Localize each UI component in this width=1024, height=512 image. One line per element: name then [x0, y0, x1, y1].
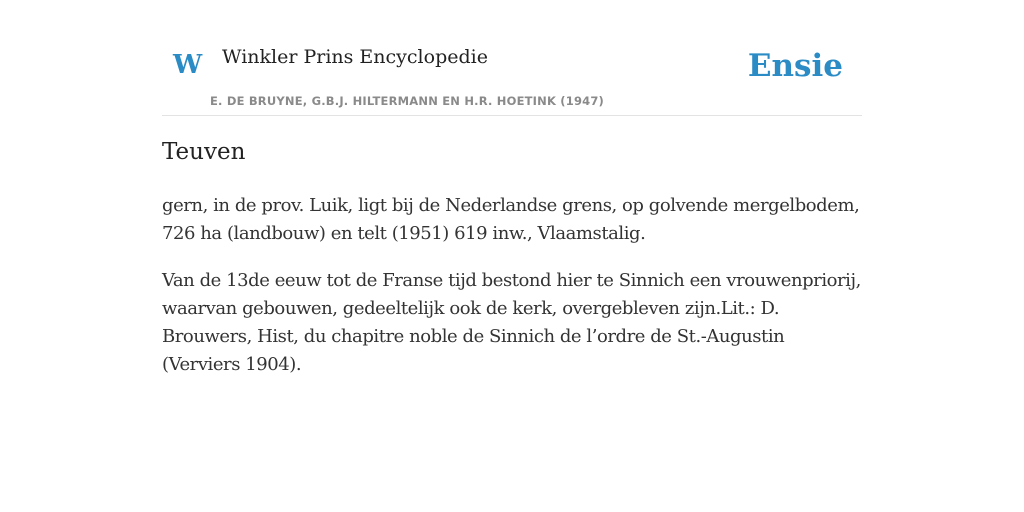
source-authors: E. DE BRUYNE, G.B.J. HILTERMANN EN H.R. HOETINK (1947): [210, 94, 605, 108]
page: [162, 0, 862, 375]
source-logo[interactable]: W: [173, 50, 203, 80]
article-body: [162, 192, 862, 398]
source-title[interactable]: Winkler Prins Encyclopedie: [222, 46, 488, 68]
article-paragraph: Van de 13de eeuw tot de Franse tijd bestond hier te Sinnich een vrouwenpriorij, waarvan gebouwen, gedeeltelijk ook de kerk, overgebleven zijn.Lit.: D. Brouwers, Hist, du chapitre noble de Sinnich de l’ordre de St.-Augustin (Verviers 1904).: [162, 270, 861, 375]
brand-logo[interactable]: Ensie: [747, 48, 843, 84]
article-title: Teuven: [162, 139, 246, 165]
source-header: [162, 0, 862, 116]
article-paragraph: gern, in de prov. Luik, ligt bij de Nederlandse grens, op golvende mergelbodem, 726 ha (landbouw) en telt (1951) 619 inw., Vlaamstalig.: [162, 195, 860, 244]
